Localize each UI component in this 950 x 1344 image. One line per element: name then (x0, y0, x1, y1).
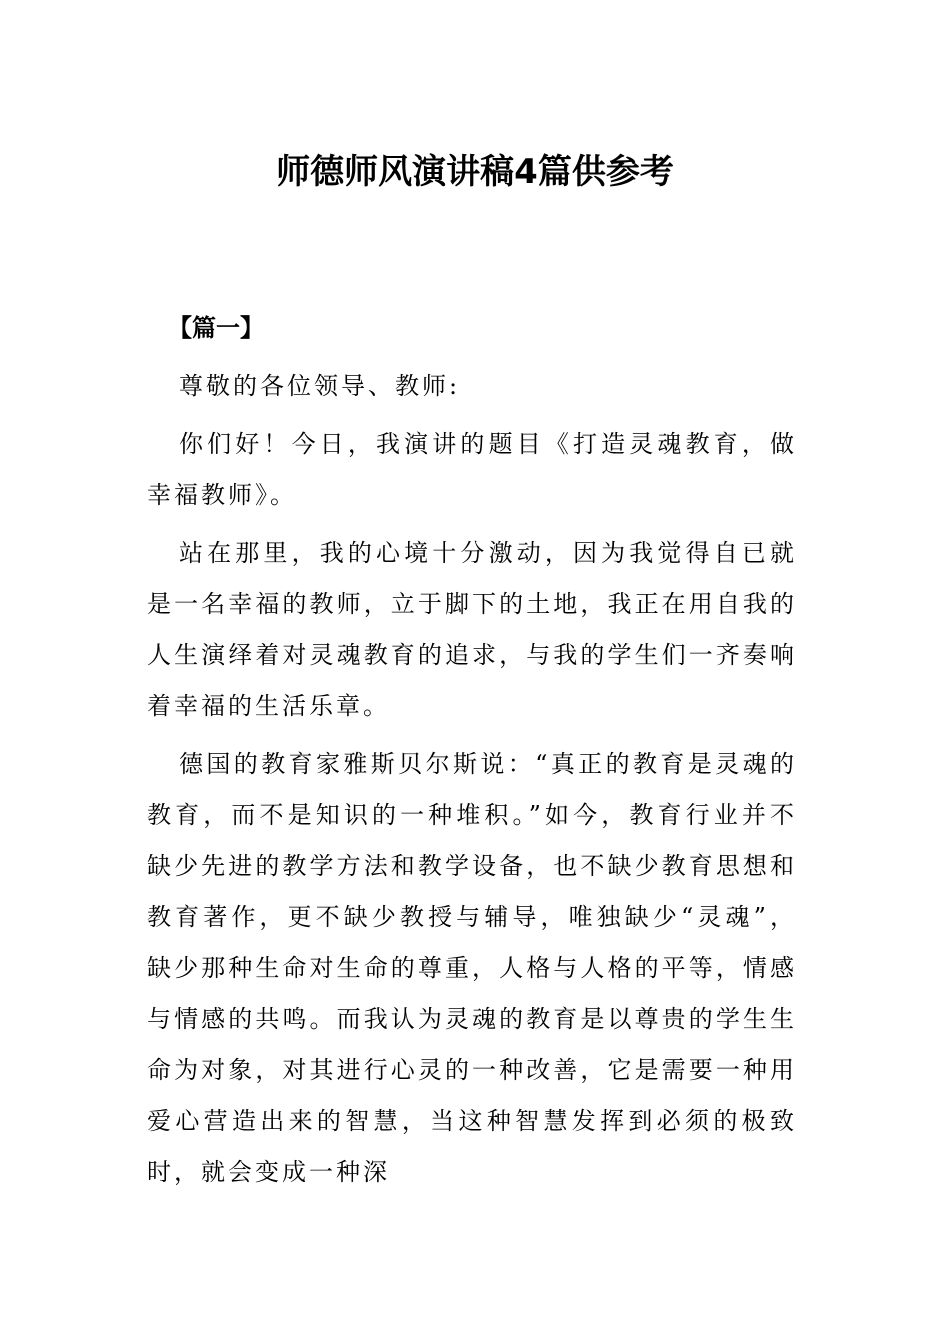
paragraph-quote: 德国的教育家雅斯贝尔斯说：“真正的教育是灵魂的教育，而不是知识的一种堆积。”如今，教育行业并不缺少先进的教学方法和教学设备，也不缺少教育思想和教育著作，更不缺少教授与辅导，唯独缺少“灵魂”，缺少那种生命对生命的尊重，人格与人格的平等，情感与情感的共鸣。而我认为灵魂的教育是以尊贵的学生生命为对象，对其进行心灵的一种改善，它是需要一种用爱心营造出来的智慧，当这种智慧发挥到必须的极致时，就会变成一种深 (147, 750, 797, 1186)
document-title: 师德师风演讲稿4篇供参考 (276, 152, 674, 192)
paragraph-salutation: 尊敬的各位领导、教师: (179, 372, 461, 400)
section-heading: 【篇一】 (168, 314, 264, 342)
paragraph-intro: 站在那里，我的心境十分激动，因为我觉得自已就是一名幸福的教师，立于脚下的土地，我正在用自我的人生演绎着对灵魂教育的追求，与我的学生们一齐奏响着幸福的生活乐章。 (147, 539, 797, 720)
document-body (147, 361, 797, 1205)
paragraph-greeting: 你们好！今日，我演讲的题目《打造灵魂教育，做幸福教师》。 (147, 430, 797, 509)
